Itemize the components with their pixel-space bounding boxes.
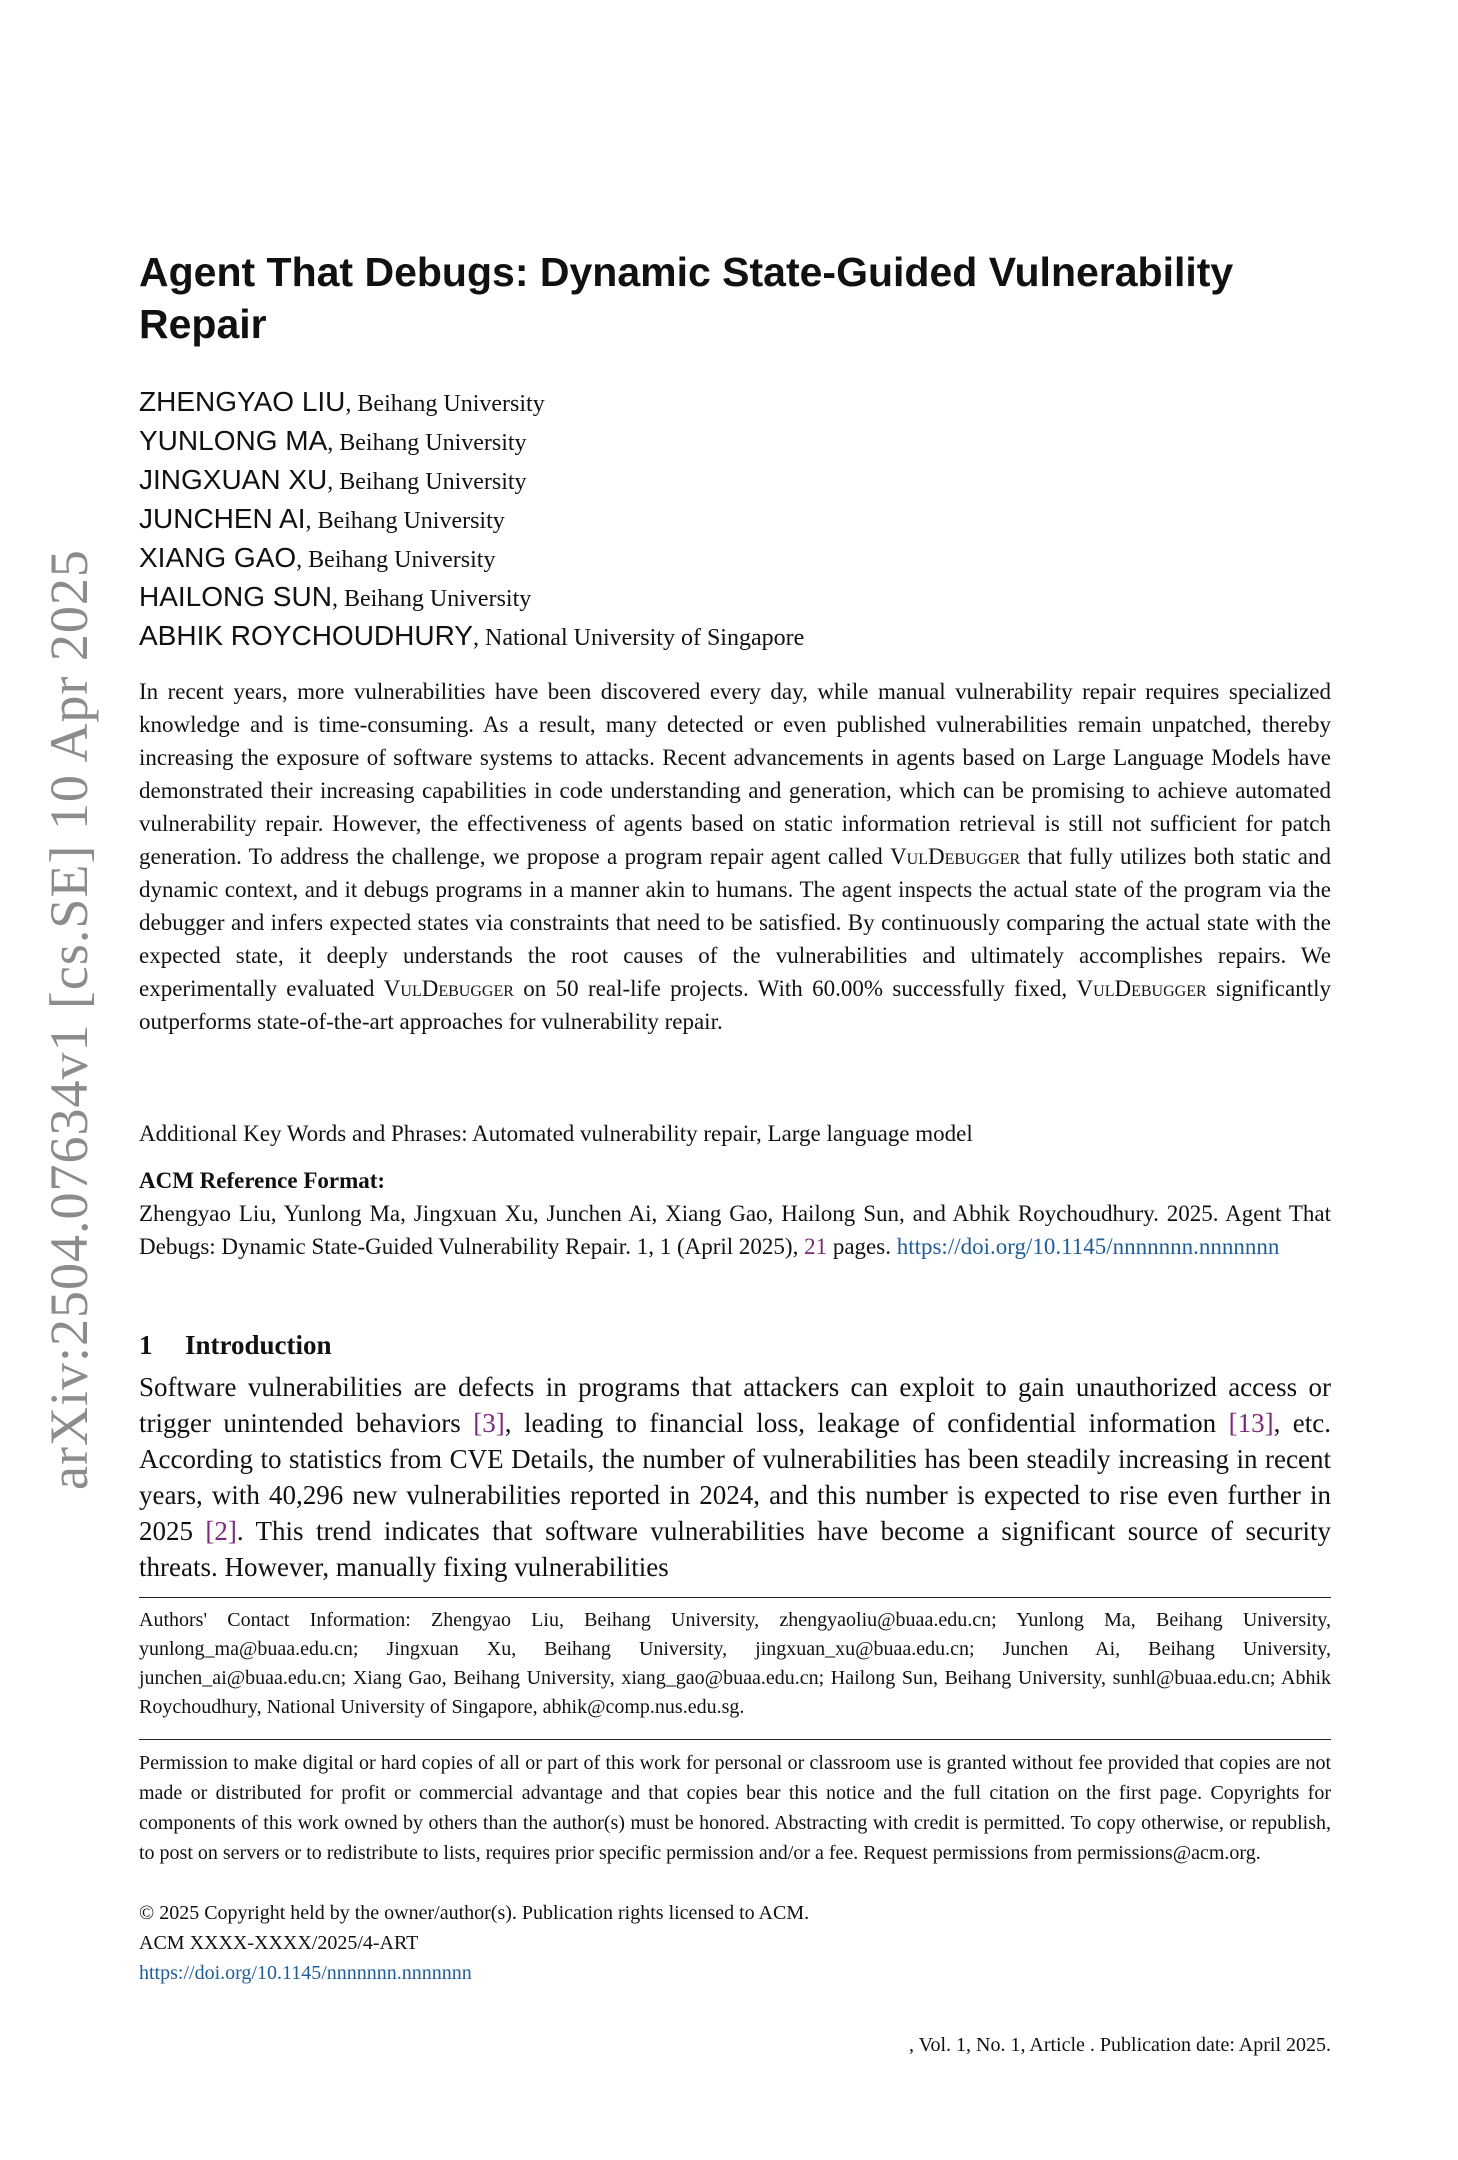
author-affiliation: Beihang University	[308, 547, 496, 573]
author-affiliation: Beihang University	[317, 508, 505, 534]
acm-reference-heading: ACM Reference Format:	[139, 1168, 386, 1193]
author-name: YUNLONG MA	[139, 425, 328, 456]
tool-name: VulDebugger	[383, 976, 514, 1001]
arxiv-identifier: arXiv:2504.07634v1 [cs.SE] 10 Apr 2025	[39, 549, 99, 1490]
doi-link[interactable]: https://doi.org/10.1145/nnnnnnn.nnnnnnn	[896, 1234, 1280, 1259]
author-affiliation: Beihang University	[339, 469, 527, 495]
author-entry: JUNCHEN AI, Beihang University	[139, 503, 505, 534]
author-affiliation: National University of Singapore	[484, 625, 805, 651]
keywords: Additional Key Words and Phrases: Automated vulnerability repair, Large language model	[139, 1121, 973, 1146]
abstract: In recent years, more vulnerabilities have been discovered every day, while manual vulnerability repair requires specialized knowledge and is time-consuming. As a result, many detected or even published vulnerabilities remain unpatched, thereby increasing the exposure of software systems to attacks. Recent advancements in agents based on Large Language Models have demonstrated their increasing capabilities in code understanding and generation, which can be promising to achieve automated vulnerability repair. However, the effectiveness of agents based on static information retrieval is still not sufficient for patch generation. To address the challenge, we propose a program repair agent called VulDebugger that fully utilizes both static and dynamic context, and it debugs programs in a manner akin to humans. The agent inspects the actual state of the program via the debugger and infers expected states via constraints that need to be satisfied. By continuously comparing the actual state with the expected state, it deeply understands the root causes of the vulnerabilities and ultimately accomplishes repairs. We experimentally evaluated VulDebugger on 50 real-life projects. With 60.00% successfully fixed, VulDebugger significantly outperforms state-of-the-art approaches for vulnerability repair.	[139, 679, 1331, 1034]
section-heading-introduction	[139, 1327, 332, 1363]
author-contact-info: Authors' Contact Information: Zhengyao Liu, Beihang University, zhengyaoliu@buaa.edu.cn; Yunlong Ma, Beihang University, yunlong_ma@buaa.edu.cn; Jingxuan Xu, Beihang University, jingxuan_xu@buaa.edu.cn; Junchen Ai, Beihang University, junchen_ai@buaa.edu.cn; Xiang Gao, Beihang University, xiang_gao@buaa.edu.cn; Hailong Sun, Beihang University, sunhl@buaa.edu.cn; Abhik Roychoudhury, National University of Singapore, abhik@comp.nus.edu.sg.	[139, 1609, 1331, 1718]
permission-divider	[139, 1739, 1331, 1740]
page-count-link[interactable]: 21	[804, 1234, 828, 1259]
author-affiliation: Beihang University	[343, 586, 532, 612]
section-number: 1	[139, 1330, 153, 1360]
author-affiliation: Beihang University	[339, 430, 527, 456]
citation-link[interactable]: [3]	[473, 1408, 505, 1438]
author-entry: JINGXUAN XU, Beihang University	[139, 464, 527, 495]
tool-name: VulDebugger	[890, 844, 1021, 869]
author-affiliation: Beihang University	[357, 391, 545, 417]
author-entry: XIANG GAO, Beihang University	[139, 542, 496, 573]
author-name: XIANG GAO	[139, 542, 297, 573]
citation-link[interactable]: [2]	[205, 1516, 237, 1546]
tool-name: VulDebugger	[1076, 976, 1207, 1001]
copyright-notice: © 2025 Copyright held by the owner/author(s). Publication rights licensed to ACM.	[139, 1902, 810, 1924]
author-name: ZHENGYAO LIU	[139, 386, 346, 417]
permission-notice: Permission to make digital or hard copies of all or part of this work for personal or classroom use is granted without fee provided that copies are not made or distributed for profit or commercial advantage and that copies bear this notice and the full citation on the first page. Copyrights for components of this work owned by others than the author(s) must be honored. Abstracting with credit is permitted. To copy otherwise, or republish, to post on servers or to redistribute to lists, requires prior specific permission and/or a fee. Request permissions from permissions@acm.org.	[139, 1752, 1331, 1864]
introduction-paragraph: Software vulnerabilities are defects in programs that attackers can exploit to gain unauthorized access or trigger unintended behaviors [3], leading to financial loss, leakage of confidential information [13], etc. According to statistics from CVE Details, the number of vulnerabilities has been steadily increasing in recent years, with 40,296 new vulnerabilities reported in 2024, and this number is expected to rise even further in 2025 [2]. This trend indicates that software vulnerabilities have become a significant source of security threats. However, manually fixing vulnerabilities	[139, 1372, 1331, 1582]
acm-identifier: ACM XXXX-XXXX/2025/4-ART	[139, 1932, 419, 1954]
section-title: Introduction	[185, 1330, 332, 1360]
citation-link[interactable]: [13]	[1228, 1408, 1274, 1438]
author-entry: HAILONG SUN, Beihang University	[139, 581, 532, 612]
author-list	[139, 382, 1331, 655]
paper-title: Agent That Debugs: Dynamic State-Guided Vulnerability Repair	[139, 249, 1234, 347]
author-entry: YUNLONG MA, Beihang University	[139, 425, 527, 456]
author-name: JUNCHEN AI	[139, 503, 306, 534]
footnote-divider	[139, 1597, 1331, 1598]
acm-reference-text: Zhengyao Liu, Yunlong Ma, Jingxuan Xu, Junchen Ai, Xiang Gao, Hailong Sun, and Abhik Roychoudhury. 2025. Agent That Debugs: Dynamic State-Guided Vulnerability Repair. 1, 1 (April 2025), 21 pages. https://doi.org/10.1145/nnnnnnn.nnnnnnn	[139, 1201, 1331, 1259]
author-entry: ABHIK ROYCHOUDHURY, National University of Singapore	[139, 620, 805, 651]
author-name: JINGXUAN XU	[139, 464, 328, 495]
author-name: ABHIK ROYCHOUDHURY	[139, 620, 473, 651]
doi-footer-link[interactable]: https://doi.org/10.1145/nnnnnnn.nnnnnnn	[139, 1962, 472, 1984]
author-entry: ZHENGYAO LIU, Beihang University	[139, 386, 545, 417]
page-footer: , Vol. 1, No. 1, Article . Publication date: April 2025.	[908, 2034, 1331, 2056]
author-name: HAILONG SUN	[139, 581, 332, 612]
